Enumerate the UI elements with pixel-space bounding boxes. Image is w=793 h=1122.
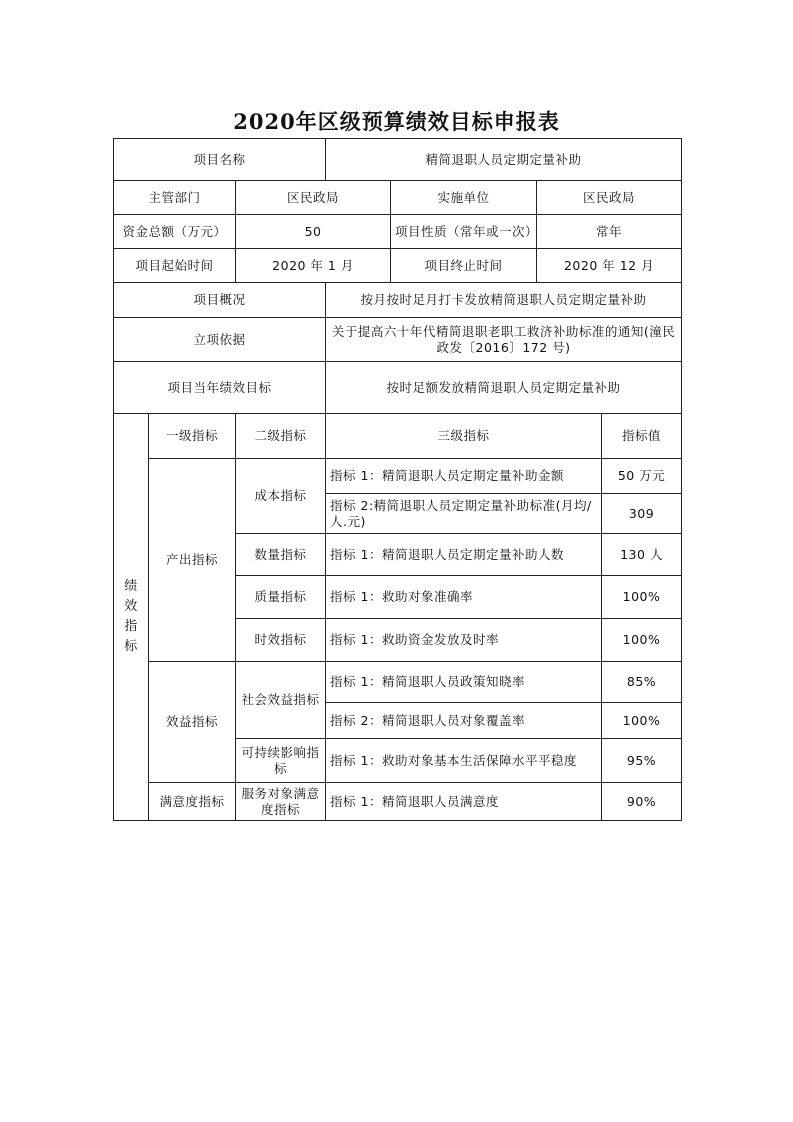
table-row — [114, 181, 682, 215]
table-row — [114, 459, 682, 494]
table-row — [114, 318, 682, 362]
fund-label: 资金总额（万元） — [114, 215, 236, 249]
timeliness1-text: 指标 1：救助资金发放及时率 — [326, 619, 602, 662]
dept-value: 区民政局 — [236, 181, 391, 215]
table-row — [114, 662, 682, 703]
output-indicator-label: 产出指标 — [149, 459, 236, 662]
overview-value: 按月按时足月打卡发放精简退职人员定期定量补助 — [326, 283, 682, 318]
table-row — [114, 283, 682, 318]
service-indicator-label: 服务对象满意度指标 — [236, 783, 326, 821]
quantity-indicator-label: 数量指标 — [236, 534, 326, 576]
timeliness1-value: 100% — [602, 619, 682, 662]
start-label: 项目起始时间 — [114, 249, 236, 283]
social-indicator-label: 社会效益指标 — [236, 662, 326, 739]
header-level2: 二级指标 — [236, 414, 326, 459]
sustain1-text: 指标 1：救助对象基本生活保障水平平稳度 — [326, 739, 602, 783]
project-name-value: 精简退职人员定期定量补助 — [326, 139, 682, 181]
service1-value: 90% — [602, 783, 682, 821]
header-value: 指标值 — [602, 414, 682, 459]
quality1-value: 100% — [602, 576, 682, 619]
end-value: 2020 年 12 月 — [537, 249, 682, 283]
indicator-section-text: 绩效指标 — [124, 579, 138, 654]
cost2-value: 309 — [602, 494, 682, 534]
quantity1-text: 指标 1：精简退职人员定期定量补助人数 — [326, 534, 602, 576]
goal-value: 按时足额发放精简退职人员定期定量补助 — [326, 362, 682, 414]
header-level1: 一级指标 — [149, 414, 236, 459]
sustain1-value: 95% — [602, 739, 682, 783]
cost2-text: 指标 2:精简退职人员定期定量补助标准(月均/人.元) — [326, 494, 602, 534]
service1-text: 指标 1：精简退职人员满意度 — [326, 783, 602, 821]
cost-indicator-label: 成本指标 — [236, 459, 326, 534]
impl-value: 区民政局 — [537, 181, 682, 215]
quality1-text: 指标 1：救助对象准确率 — [326, 576, 602, 619]
budget-performance-table — [113, 138, 682, 821]
social1-value: 85% — [602, 662, 682, 703]
basis-value: 关于提高六十年代精简退职老职工救济补助标准的通知(潼民政发〔2016〕172 号) — [326, 318, 682, 362]
table-row — [114, 249, 682, 283]
basis-label: 立项依据 — [114, 318, 326, 362]
table-row — [114, 139, 682, 181]
goal-label: 项目当年绩效目标 — [114, 362, 326, 414]
header-level3: 三级指标 — [326, 414, 602, 459]
social2-text: 指标 2：精简退职人员对象覆盖率 — [326, 703, 602, 739]
cost1-text: 指标 1：精简退职人员定期定量补助金额 — [326, 459, 602, 494]
quantity1-value: 130 人 — [602, 534, 682, 576]
nature-value: 常年 — [537, 215, 682, 249]
indicator-section-label — [114, 414, 149, 821]
table-row — [114, 215, 682, 249]
timeliness-indicator-label: 时效指标 — [236, 619, 326, 662]
start-value: 2020 年 1 月 — [236, 249, 391, 283]
satisfaction-indicator-label: 满意度指标 — [149, 783, 236, 821]
social2-value: 100% — [602, 703, 682, 739]
table-row — [114, 783, 682, 821]
sustain-indicator-label: 可持续影响指标 — [236, 739, 326, 783]
impl-label: 实施单位 — [391, 181, 537, 215]
quality-indicator-label: 质量指标 — [236, 576, 326, 619]
project-name-label: 项目名称 — [114, 139, 326, 181]
fund-value: 50 — [236, 215, 391, 249]
nature-label: 项目性质（常年或一次） — [391, 215, 537, 249]
overview-label: 项目概况 — [114, 283, 326, 318]
end-label: 项目终止时间 — [391, 249, 537, 283]
dept-label: 主管部门 — [114, 181, 236, 215]
table-row — [114, 362, 682, 414]
benefit-indicator-label: 效益指标 — [149, 662, 236, 783]
table-row — [114, 414, 682, 459]
page-title: 2020年区级预算绩效目标申报表 — [233, 109, 560, 134]
cost1-value: 50 万元 — [602, 459, 682, 494]
social1-text: 指标 1：精简退职人员政策知晓率 — [326, 662, 602, 703]
